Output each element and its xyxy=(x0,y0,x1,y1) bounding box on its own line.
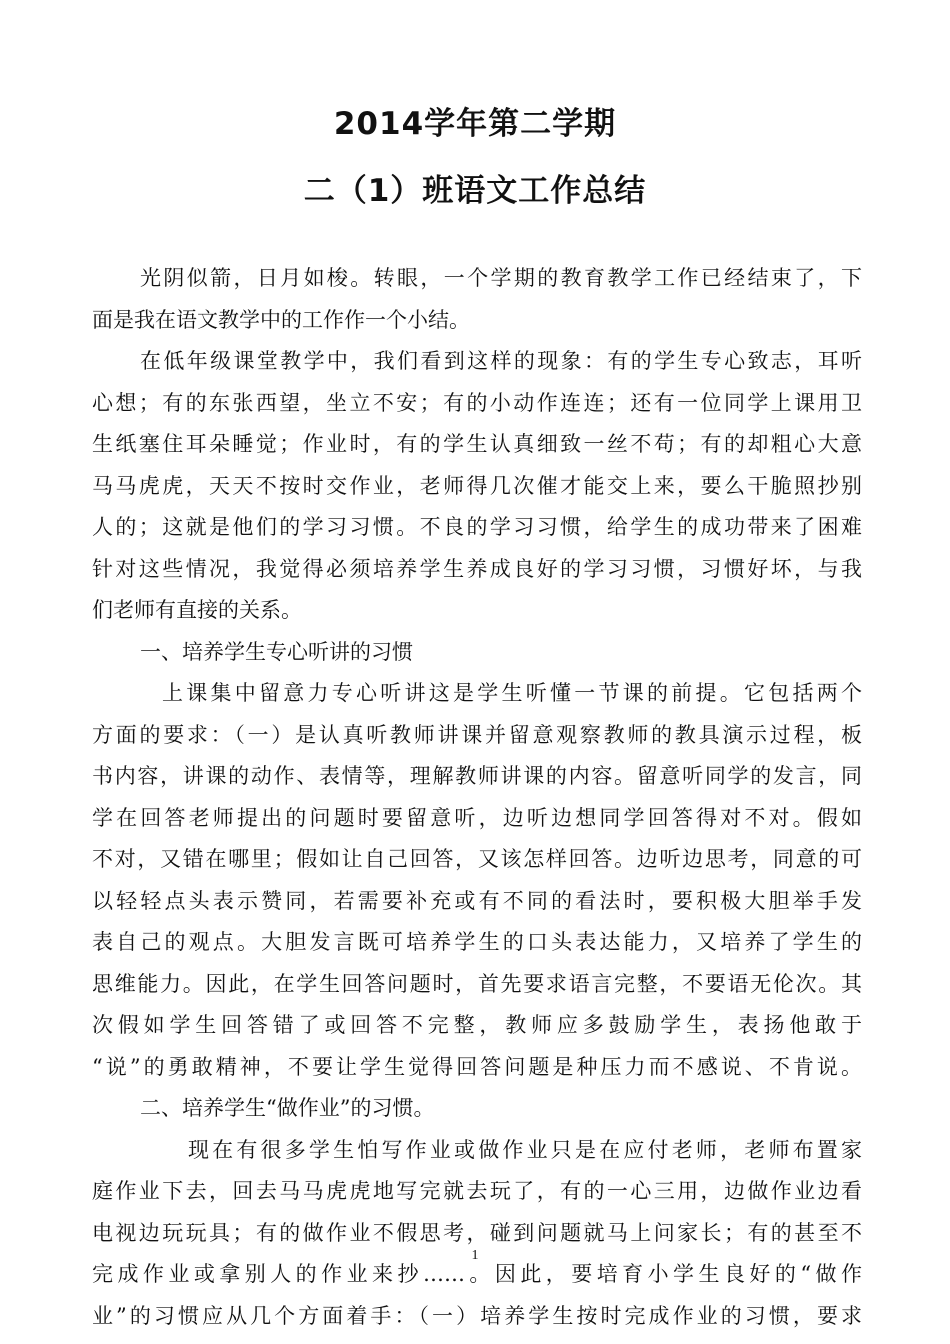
body-line: “说”的勇敢精神，不要让学生觉得回答问题是种压力而不感说、不肯说。 xyxy=(92,1054,862,1079)
body-line: 学在回答老师提出的问题时要留意听，边听边想同学回答得对不对。假如 xyxy=(92,805,862,830)
body-line: 次假如学生回答错了或回答不完整，教师应多鼓励学生，表扬他敢于 xyxy=(92,1013,862,1037)
body-line: 庭作业下去，回去马马虎虎地写完就去玩了，有的一心三用，边做作业边看 xyxy=(92,1179,862,1203)
document-title-line-1: 2014学年第二学期 xyxy=(333,106,617,142)
body-line: 方面的要求：（一）是认真听教师讲课并留意观察教师的教具演示过程，板 xyxy=(92,722,862,747)
body-line: 针对这些情况，我觉得必须培养学生养成良好的学习习惯，习惯好坏，与我 xyxy=(92,556,862,581)
body-line: 面是我在语文教学中的工作作一个小结。 xyxy=(92,307,470,332)
body-line: 以轻轻点头表示赞同，若需要补充或有不同的看法时，要积极大胆举手发 xyxy=(92,888,862,913)
document-title-line-2: 二（1）班语文工作总结 xyxy=(303,173,647,209)
document-body xyxy=(92,258,862,1337)
body-line: 们老师有直接的关系。 xyxy=(92,598,302,622)
body-line: 生纸塞住耳朵睡觉；作业时，有的学生认真细致一丝不苟；有的却粗心大意 xyxy=(92,432,862,456)
body-line: 表自己的观点。大胆发言既可培养学生的口头表达能力，又培养了学生的 xyxy=(92,930,862,954)
body-line: 完成作业或拿别人的作业来抄……。因此，要培育小学生良好的“做作 xyxy=(92,1262,862,1286)
page-number: 1 xyxy=(471,1248,479,1263)
body-line: 现在有很多学生怕写作业或做作业只是在应付老师，老师布置家 xyxy=(188,1137,862,1162)
body-line: 书内容，讲课的动作、表情等，理解教师讲课的内容。留意听同学的发言，同 xyxy=(92,764,862,788)
body-line: 在低年级课堂教学中，我们看到这样的现象：有的学生专心致志，耳听 xyxy=(140,349,862,373)
section-heading: 二、培养学生“做作业”的习惯。 xyxy=(140,1096,435,1120)
body-line: 电视边玩玩具；有的做作业不假思考，碰到问题就马上问家长；有的甚至不 xyxy=(92,1220,862,1245)
body-line: 思维能力。因此，在学生回答问题时，首先要求语言完整，不要语无伦次。其 xyxy=(92,971,862,996)
body-line: 业”的习惯应从几个方面着手：（一）培养学生按时完成作业的习惯，要求 xyxy=(92,1303,862,1328)
body-line: 光阴似箭，日月如梭。转眼，一个学期的教育教学工作已经结束了，下 xyxy=(140,266,862,290)
body-line: 不对，又错在哪里；假如让自己回答，又该怎样回答。边听边思考，同意的可 xyxy=(92,847,862,871)
body-line: 心想；有的东张西望，坐立不安；有的小动作连连；还有一位同学上课用卫 xyxy=(92,390,862,415)
body-line: 人的；这就是他们的学习习惯。不良的学习习惯，给学生的成功带来了困难 xyxy=(92,515,862,539)
section-heading: 一、培养学生专心听讲的习惯 xyxy=(140,639,413,664)
body-line: 马马虎虎，天天不按时交作业，老师得几次催才能交上来，要么干脆照抄别 xyxy=(92,473,862,498)
body-line: 上课集中留意力专心听讲这是学生听懂一节课的前提。它包括两个 xyxy=(162,681,862,705)
